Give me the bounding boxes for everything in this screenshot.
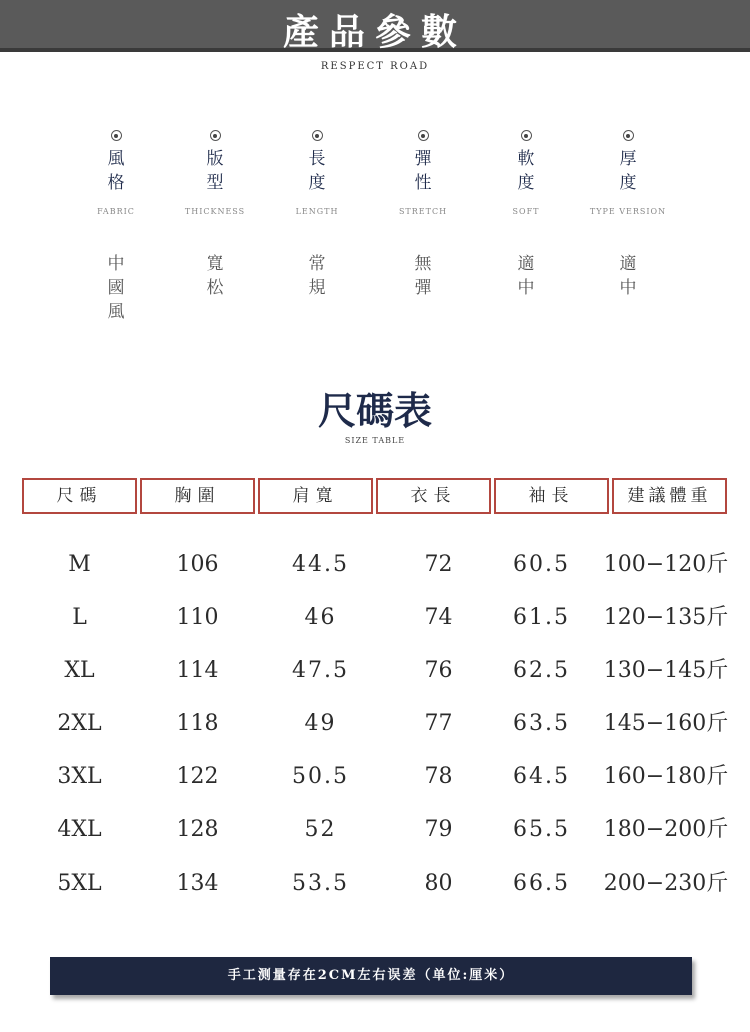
cell-weight: 160−180斤 — [603, 764, 729, 789]
table-header-shoulder: 肩寬 — [258, 478, 373, 514]
header-bar — [0, 0, 750, 52]
table-header-size: 尺碼 — [22, 478, 137, 514]
radio-dot-icon — [521, 130, 532, 141]
param-name: 軟度 — [517, 149, 535, 193]
cell-sleeve: 66.5 — [513, 871, 570, 896]
cell-chest: 134 — [176, 871, 219, 896]
cell-length: 72 — [424, 552, 453, 577]
cell-chest: 118 — [176, 711, 219, 736]
param-en-label: TYPE VERSION — [589, 207, 667, 216]
param-value: 適中 — [619, 254, 637, 298]
page-title: 產品參數 — [282, 11, 467, 53]
cell-shoulder: 50.5 — [292, 764, 349, 789]
size-table-title: 尺碼表 — [317, 388, 432, 433]
cell-shoulder: 53.5 — [292, 871, 349, 896]
param-en-label: LENGTH — [295, 207, 339, 216]
cell-shoulder: 47.5 — [292, 658, 349, 683]
table-row — [0, 810, 750, 850]
param-value: 常規 — [308, 254, 326, 298]
param-en-label: SOFT — [512, 207, 540, 216]
param-fit — [175, 130, 255, 298]
param-name: 長度 — [308, 149, 326, 193]
param-value: 適中 — [517, 254, 535, 298]
radio-dot-icon — [312, 130, 323, 141]
cell-weight: 100−120斤 — [603, 552, 729, 577]
param-value: 中國風 — [107, 254, 125, 322]
table-row — [0, 864, 750, 904]
cell-shoulder: 49 — [304, 711, 337, 736]
param-style — [76, 130, 156, 322]
radio-dot-icon — [210, 130, 221, 141]
page-subtitle: RESPECT ROAD — [320, 61, 430, 72]
cell-length: 79 — [424, 817, 453, 842]
cell-chest: 110 — [176, 605, 219, 630]
cell-sleeve: 63.5 — [513, 711, 570, 736]
table-row — [0, 704, 750, 744]
table-header-weight: 建議體重 — [612, 478, 727, 514]
param-softness — [486, 130, 566, 298]
cell-length: 80 — [424, 871, 453, 896]
param-thickness — [588, 130, 668, 298]
param-value: 寬松 — [206, 254, 224, 298]
param-value: 無彈 — [414, 254, 432, 298]
radio-dot-icon — [418, 130, 429, 141]
param-name: 風格 — [107, 149, 125, 193]
cell-sleeve: 61.5 — [513, 605, 570, 630]
table-row — [0, 757, 750, 797]
cell-weight: 180−200斤 — [603, 817, 729, 842]
cell-weight: 130−145斤 — [603, 658, 729, 683]
table-header-chest: 胸圍 — [140, 478, 255, 514]
param-en-label: THICKNESS — [184, 207, 246, 216]
cell-chest: 114 — [176, 658, 219, 683]
cell-size: 5XL — [57, 871, 102, 896]
cell-shoulder: 44.5 — [292, 552, 349, 577]
cell-size: 2XL — [57, 711, 102, 736]
cell-weight: 120−135斤 — [603, 605, 729, 630]
cell-sleeve: 62.5 — [513, 658, 570, 683]
cell-length: 74 — [424, 605, 453, 630]
table-header-length: 衣長 — [376, 478, 491, 514]
cell-length: 77 — [424, 711, 453, 736]
cell-size: M — [68, 552, 91, 577]
cell-weight: 145−160斤 — [603, 711, 729, 736]
cell-shoulder: 46 — [304, 605, 337, 630]
cell-weight: 200−230斤 — [603, 871, 729, 896]
cell-sleeve: 65.5 — [513, 817, 570, 842]
param-stretch — [383, 130, 463, 298]
table-header-sleeve: 袖長 — [494, 478, 609, 514]
cell-sleeve: 64.5 — [513, 764, 570, 789]
param-name: 彈性 — [414, 149, 432, 193]
param-name: 厚度 — [619, 149, 637, 193]
param-en-label: STRETCH — [398, 207, 448, 216]
cell-length: 78 — [424, 764, 453, 789]
table-row — [0, 651, 750, 691]
cell-chest: 122 — [176, 764, 219, 789]
cell-size: XL — [64, 658, 95, 683]
cell-sleeve: 60.5 — [513, 552, 570, 577]
cell-size: 3XL — [57, 764, 102, 789]
cell-size: 4XL — [57, 817, 102, 842]
table-row — [0, 598, 750, 638]
table-row — [0, 545, 750, 585]
param-length — [277, 130, 357, 298]
radio-dot-icon — [623, 130, 634, 141]
cell-shoulder: 52 — [304, 817, 337, 842]
cell-size: L — [72, 605, 87, 630]
size-table-subtitle: SIZE TABLE — [344, 436, 406, 445]
param-name: 版型 — [206, 149, 224, 193]
radio-dot-icon — [111, 130, 122, 141]
cell-chest: 106 — [176, 552, 219, 577]
param-en-label: FABRIC — [97, 207, 135, 216]
footer-note: 手工测量存在2CM左右误差（单位:厘米） — [50, 957, 692, 995]
cell-length: 76 — [424, 658, 453, 683]
cell-chest: 128 — [176, 817, 219, 842]
